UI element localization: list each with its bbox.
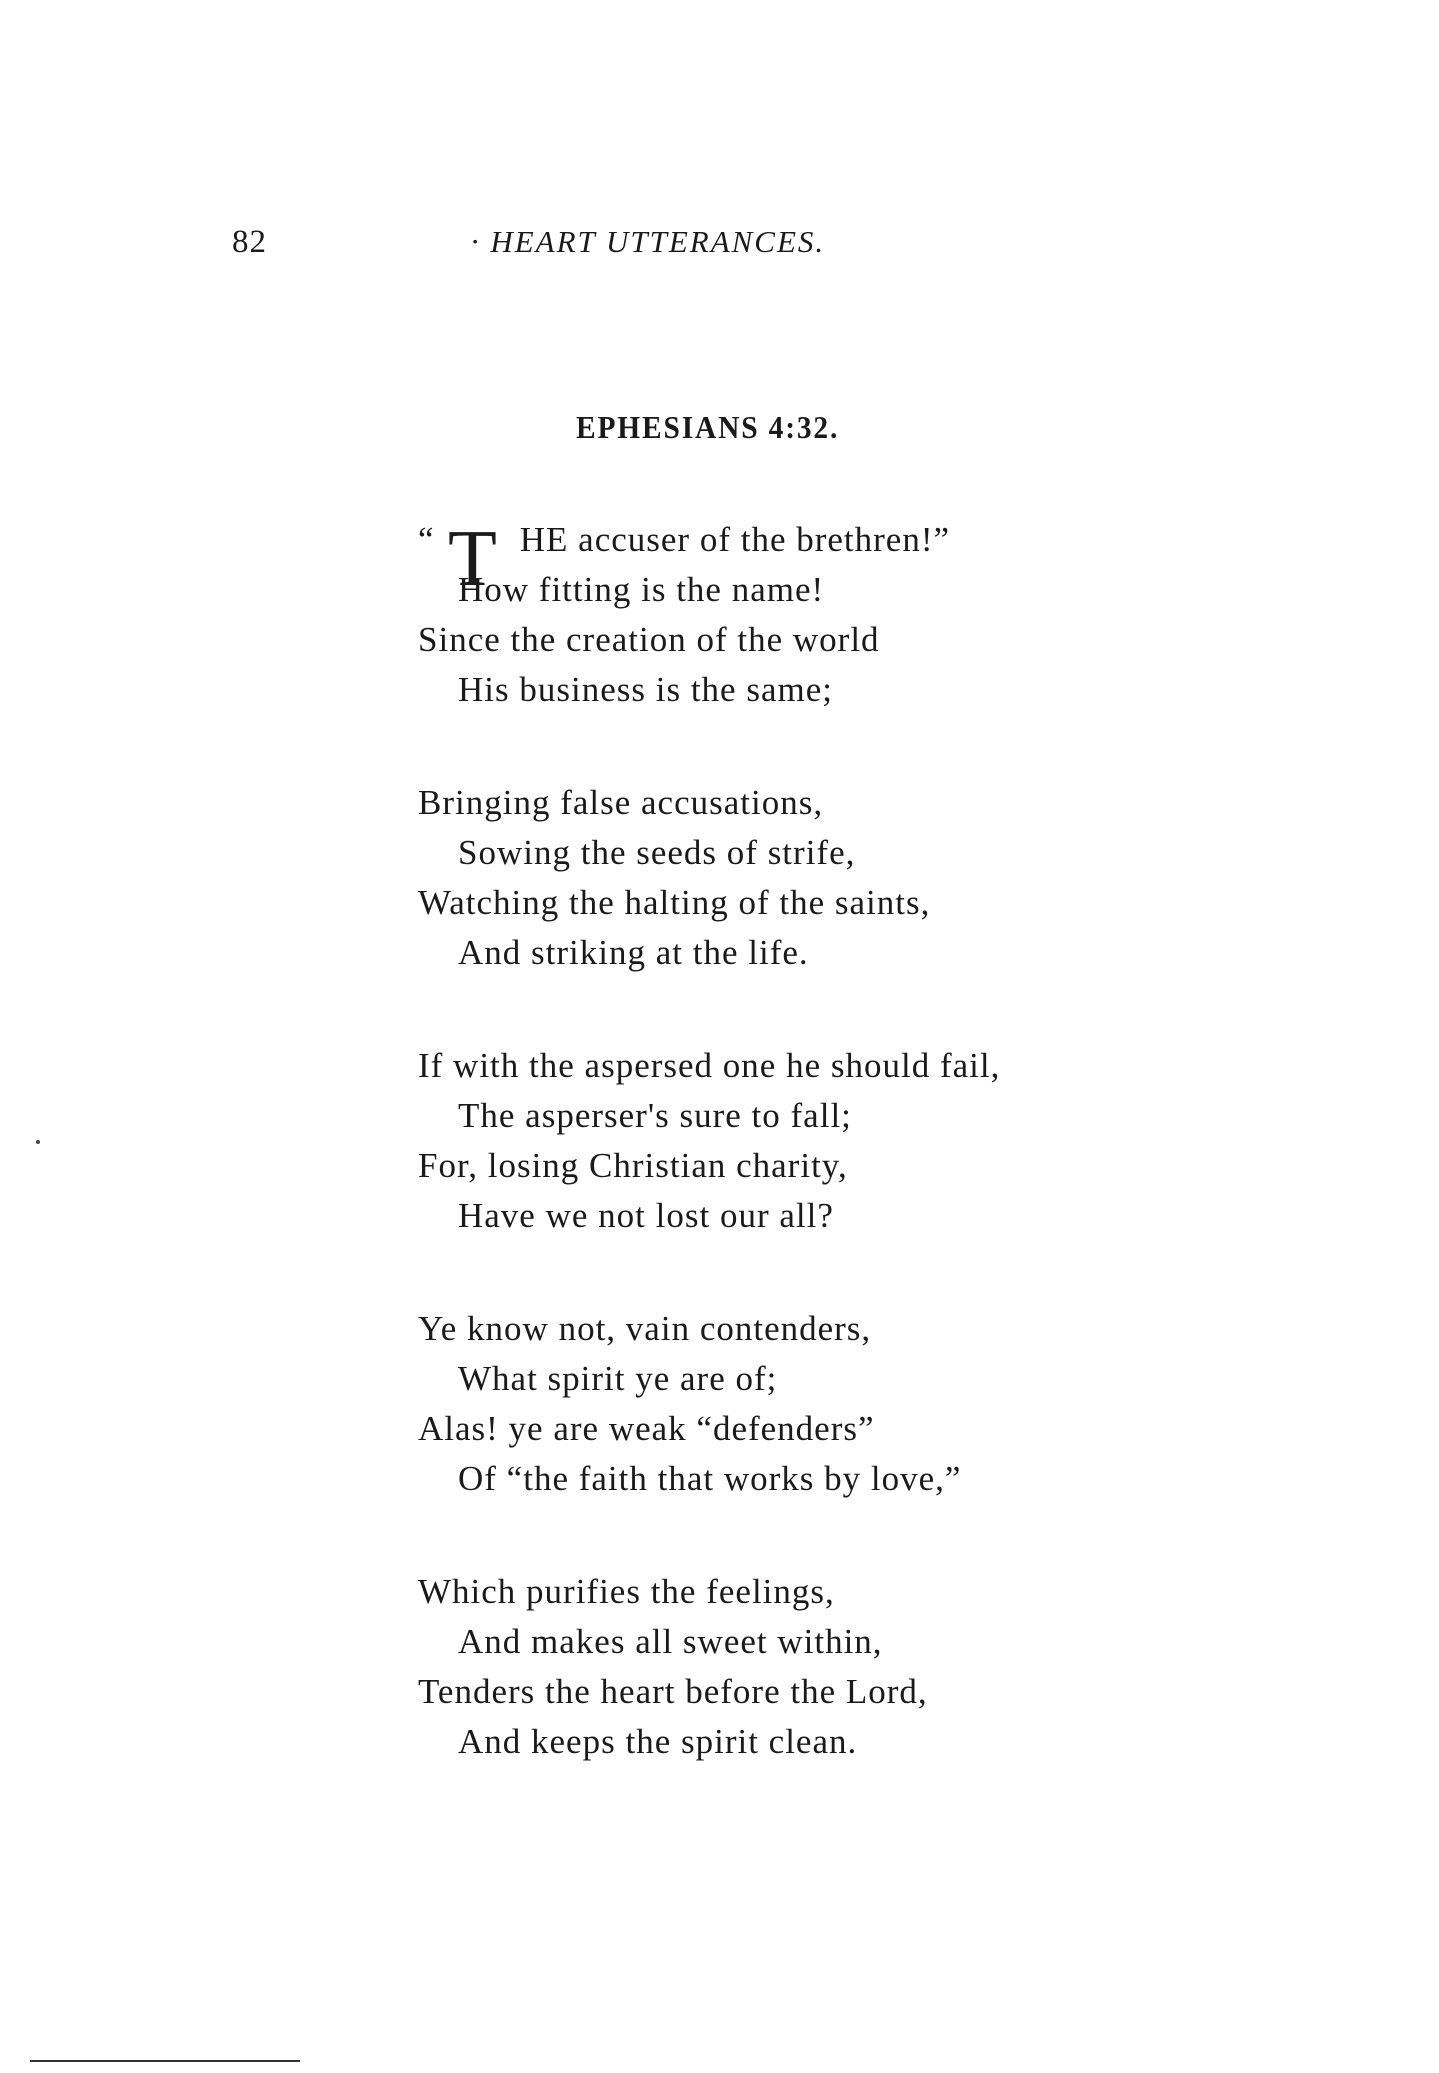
poem-line-5-3: Tenders the heart before the Lord,	[418, 1672, 928, 1711]
stanza-1	[418, 515, 1000, 715]
scan-speck	[36, 1140, 40, 1144]
stanza-3	[418, 1041, 1000, 1241]
opening-quote: “	[418, 520, 435, 559]
stanza-4	[418, 1304, 1000, 1504]
poem-line-2-3: Watching the halting of the saints,	[418, 883, 931, 922]
poem-line-4-4: Of “the faith that works by love,”	[458, 1459, 962, 1498]
stanza-5	[418, 1567, 1000, 1767]
poem-line-5-4: And keeps the spirit clean.	[458, 1722, 858, 1761]
poem-body	[418, 515, 1000, 1830]
poem-line-5-1: Which purifies the feelings,	[418, 1572, 835, 1611]
poem-line-4-1: Ye know not, vain contenders,	[418, 1309, 872, 1348]
footer-rule	[30, 2060, 300, 2062]
poem-line-2-1: Bringing false accusations,	[418, 783, 824, 822]
poem-line-1-3: Since the creation of the world	[418, 620, 880, 659]
poem-line-3-4: Have we not lost our all?	[458, 1196, 834, 1235]
poem-title: EPHESIANS 4:32.	[576, 409, 840, 445]
poem-line-3-2: The asperser's sure to fall;	[458, 1096, 852, 1135]
poem-line-5-2: And makes all sweet within,	[458, 1622, 883, 1661]
poem-line-3-1: If with the aspersed one he should fail,	[418, 1046, 1001, 1085]
running-head-title: HEART UTTERANCES.	[490, 224, 826, 259]
running-head-bullet: ·	[470, 224, 483, 259]
poem-line-4-3: Alas! ye are weak “defenders”	[418, 1409, 875, 1448]
running-head	[470, 224, 825, 260]
poem-line-4-2: What spirit ye are of;	[458, 1359, 778, 1398]
poem-line-2-2: Sowing the seeds of strife,	[458, 833, 856, 872]
page-number: 82	[232, 224, 267, 260]
poem-line-1-2: How fitting is the name!	[458, 570, 825, 609]
poem-line-2-4: And striking at the life.	[458, 933, 809, 972]
poem-line-1-4: His business is the same;	[458, 670, 833, 709]
opening-line-text: HE accuser of the brethren!”	[519, 520, 951, 559]
stanza-2	[418, 778, 1000, 978]
poem-line-3-3: For, losing Christian charity,	[418, 1146, 848, 1185]
drop-cap: T	[448, 515, 498, 603]
